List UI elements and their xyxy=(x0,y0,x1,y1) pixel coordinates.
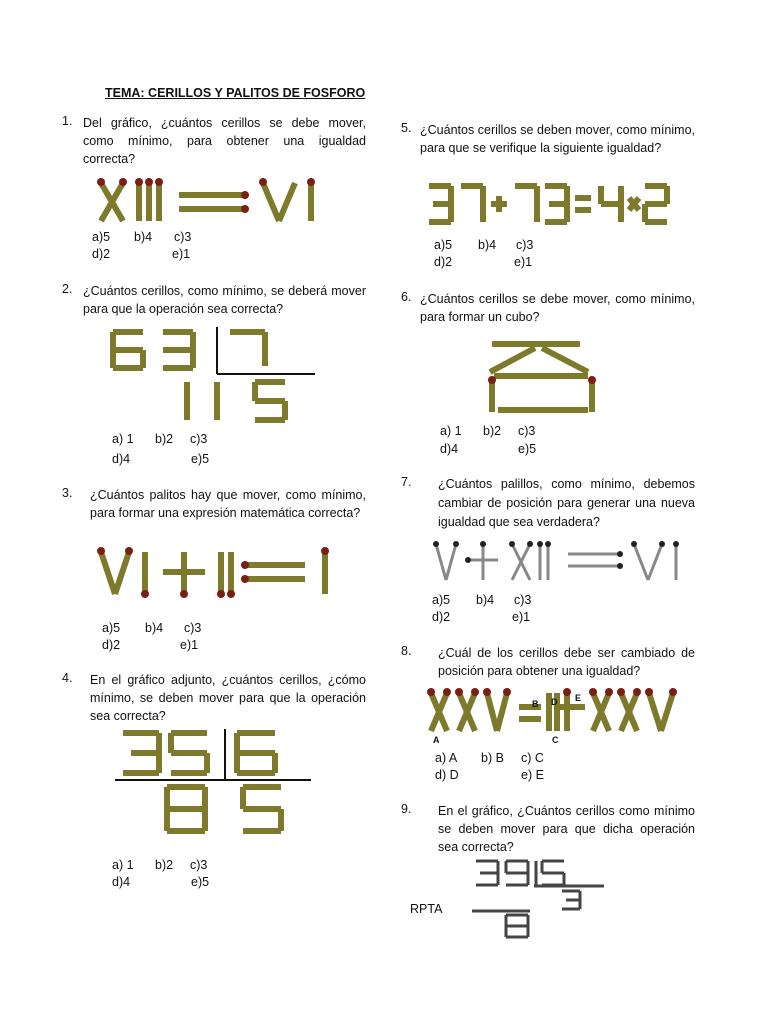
matchstick-figure-7 xyxy=(430,536,690,586)
option-a[interactable]: a) 1 xyxy=(112,858,134,872)
matchstick-figure-5 xyxy=(425,180,670,228)
option-c[interactable]: c)3 xyxy=(184,621,202,635)
question-text: ¿Cuántos cerillos, como mínimo, se deberá mover para que la operación sea correcta? xyxy=(83,284,366,316)
option-d[interactable]: d)4 xyxy=(112,875,131,889)
option-b[interactable]: b) B xyxy=(481,751,504,765)
question-text: En el gráfico adjunto, ¿cuántos cerillos, ¿cómo mínimo, se deben mover para que la operación sea correcta? xyxy=(90,673,366,723)
rpta-label: RPTA xyxy=(410,902,443,916)
option-c[interactable]: c) C xyxy=(521,751,544,765)
option-c[interactable]: c)3 xyxy=(518,424,536,438)
option-a[interactable]: a)5 xyxy=(432,593,451,607)
option-e[interactable]: e)1 xyxy=(512,610,531,624)
option-a[interactable]: a)5 xyxy=(102,621,121,635)
option-c[interactable]: c)3 xyxy=(514,593,532,607)
option-e[interactable]: e)5 xyxy=(191,875,210,889)
question-number: 1. xyxy=(62,114,73,128)
matchstick-figure-1 xyxy=(95,175,335,225)
matchstick-figure-2 xyxy=(105,322,320,432)
option-d[interactable]: d)2 xyxy=(102,638,121,652)
option-b[interactable]: b)2 xyxy=(483,424,502,438)
option-d[interactable]: d)2 xyxy=(432,610,451,624)
label-d: D xyxy=(551,697,558,707)
label-a: A xyxy=(433,735,440,745)
matchstick-figure-9 xyxy=(470,855,610,945)
option-c[interactable]: c)3 xyxy=(174,230,192,244)
label-b: B xyxy=(532,699,539,709)
question-number: 6. xyxy=(401,290,412,304)
matchstick-figure-6 xyxy=(480,330,605,420)
option-b[interactable]: b)2 xyxy=(155,432,174,446)
option-c[interactable]: c)3 xyxy=(516,238,534,252)
option-b[interactable]: b)2 xyxy=(155,858,174,872)
matchstick-figure-8 xyxy=(425,685,690,745)
question-number: 8. xyxy=(401,644,412,658)
option-e[interactable]: e) E xyxy=(521,768,544,782)
label-e: E xyxy=(575,693,582,703)
option-d[interactable]: d)4 xyxy=(112,452,131,466)
option-e[interactable]: e)1 xyxy=(180,638,199,652)
option-b[interactable]: b)4 xyxy=(145,621,164,635)
question-text: Del gráfico, ¿cuántos cerillos se debe mover, como mínimo, para obtener una igualdad correcta? xyxy=(83,116,366,166)
option-e[interactable]: e)1 xyxy=(514,255,533,269)
answer-options xyxy=(112,857,210,976)
question-text: ¿Cuántos cerillos se debe mover, como mínimo, para formar un cubo? xyxy=(420,292,695,324)
option-a[interactable]: a)5 xyxy=(92,230,111,244)
question-number: 9. xyxy=(401,802,412,816)
option-d[interactable]: d)2 xyxy=(92,247,111,261)
matchstick-figure-4 xyxy=(115,725,315,840)
option-c[interactable]: c)3 xyxy=(190,432,208,446)
option-b[interactable]: b)4 xyxy=(134,230,153,244)
option-b[interactable]: b)4 xyxy=(476,593,495,607)
option-c[interactable]: c)3 xyxy=(190,858,208,872)
option-a[interactable]: a) 1 xyxy=(112,432,134,446)
question-number: 2. xyxy=(62,282,73,296)
option-e[interactable]: e)1 xyxy=(172,247,191,261)
option-b[interactable]: b)4 xyxy=(478,238,497,252)
option-a[interactable]: a)5 xyxy=(434,238,453,252)
option-a[interactable]: a) A xyxy=(435,751,458,765)
question-number: 7. xyxy=(401,475,412,489)
page-title: TEMA: CERILLOS Y PALITOS DE FOSFORO xyxy=(105,86,366,100)
question-text: ¿Cuántos palitos hay que mover, como mínimo, para formar una expresión matemática correcta? xyxy=(90,488,366,520)
question-text: ¿Cuál de los cerillos debe ser cambiado de posición para obtener una igualdad? xyxy=(438,646,695,678)
option-d[interactable]: d)4 xyxy=(440,442,459,456)
label-c: C xyxy=(552,735,559,745)
option-e[interactable]: e)5 xyxy=(518,442,537,456)
question-text: ¿Cuántos palillos, como mínimo, debemos cambiar de posición para generar una nueva igualdad que sea verdadera? xyxy=(438,477,695,529)
matchstick-figure-3 xyxy=(95,544,340,600)
question-number: 4. xyxy=(62,671,73,685)
question-text: En el gráfico, ¿Cuántos cerillos como mínimo se deben mover para que dicha operación sea correcta? xyxy=(438,804,695,854)
option-d[interactable]: d) D xyxy=(435,768,459,782)
question-number: 5. xyxy=(401,121,412,135)
question-text: ¿Cuántos cerillos se deben mover, como mínimo, para que se verifique la siguiente igualdad? xyxy=(420,123,695,155)
question-number: 3. xyxy=(62,486,73,500)
option-e[interactable]: e)5 xyxy=(191,452,210,466)
option-d[interactable]: d)2 xyxy=(434,255,453,269)
option-a[interactable]: a) 1 xyxy=(440,424,462,438)
